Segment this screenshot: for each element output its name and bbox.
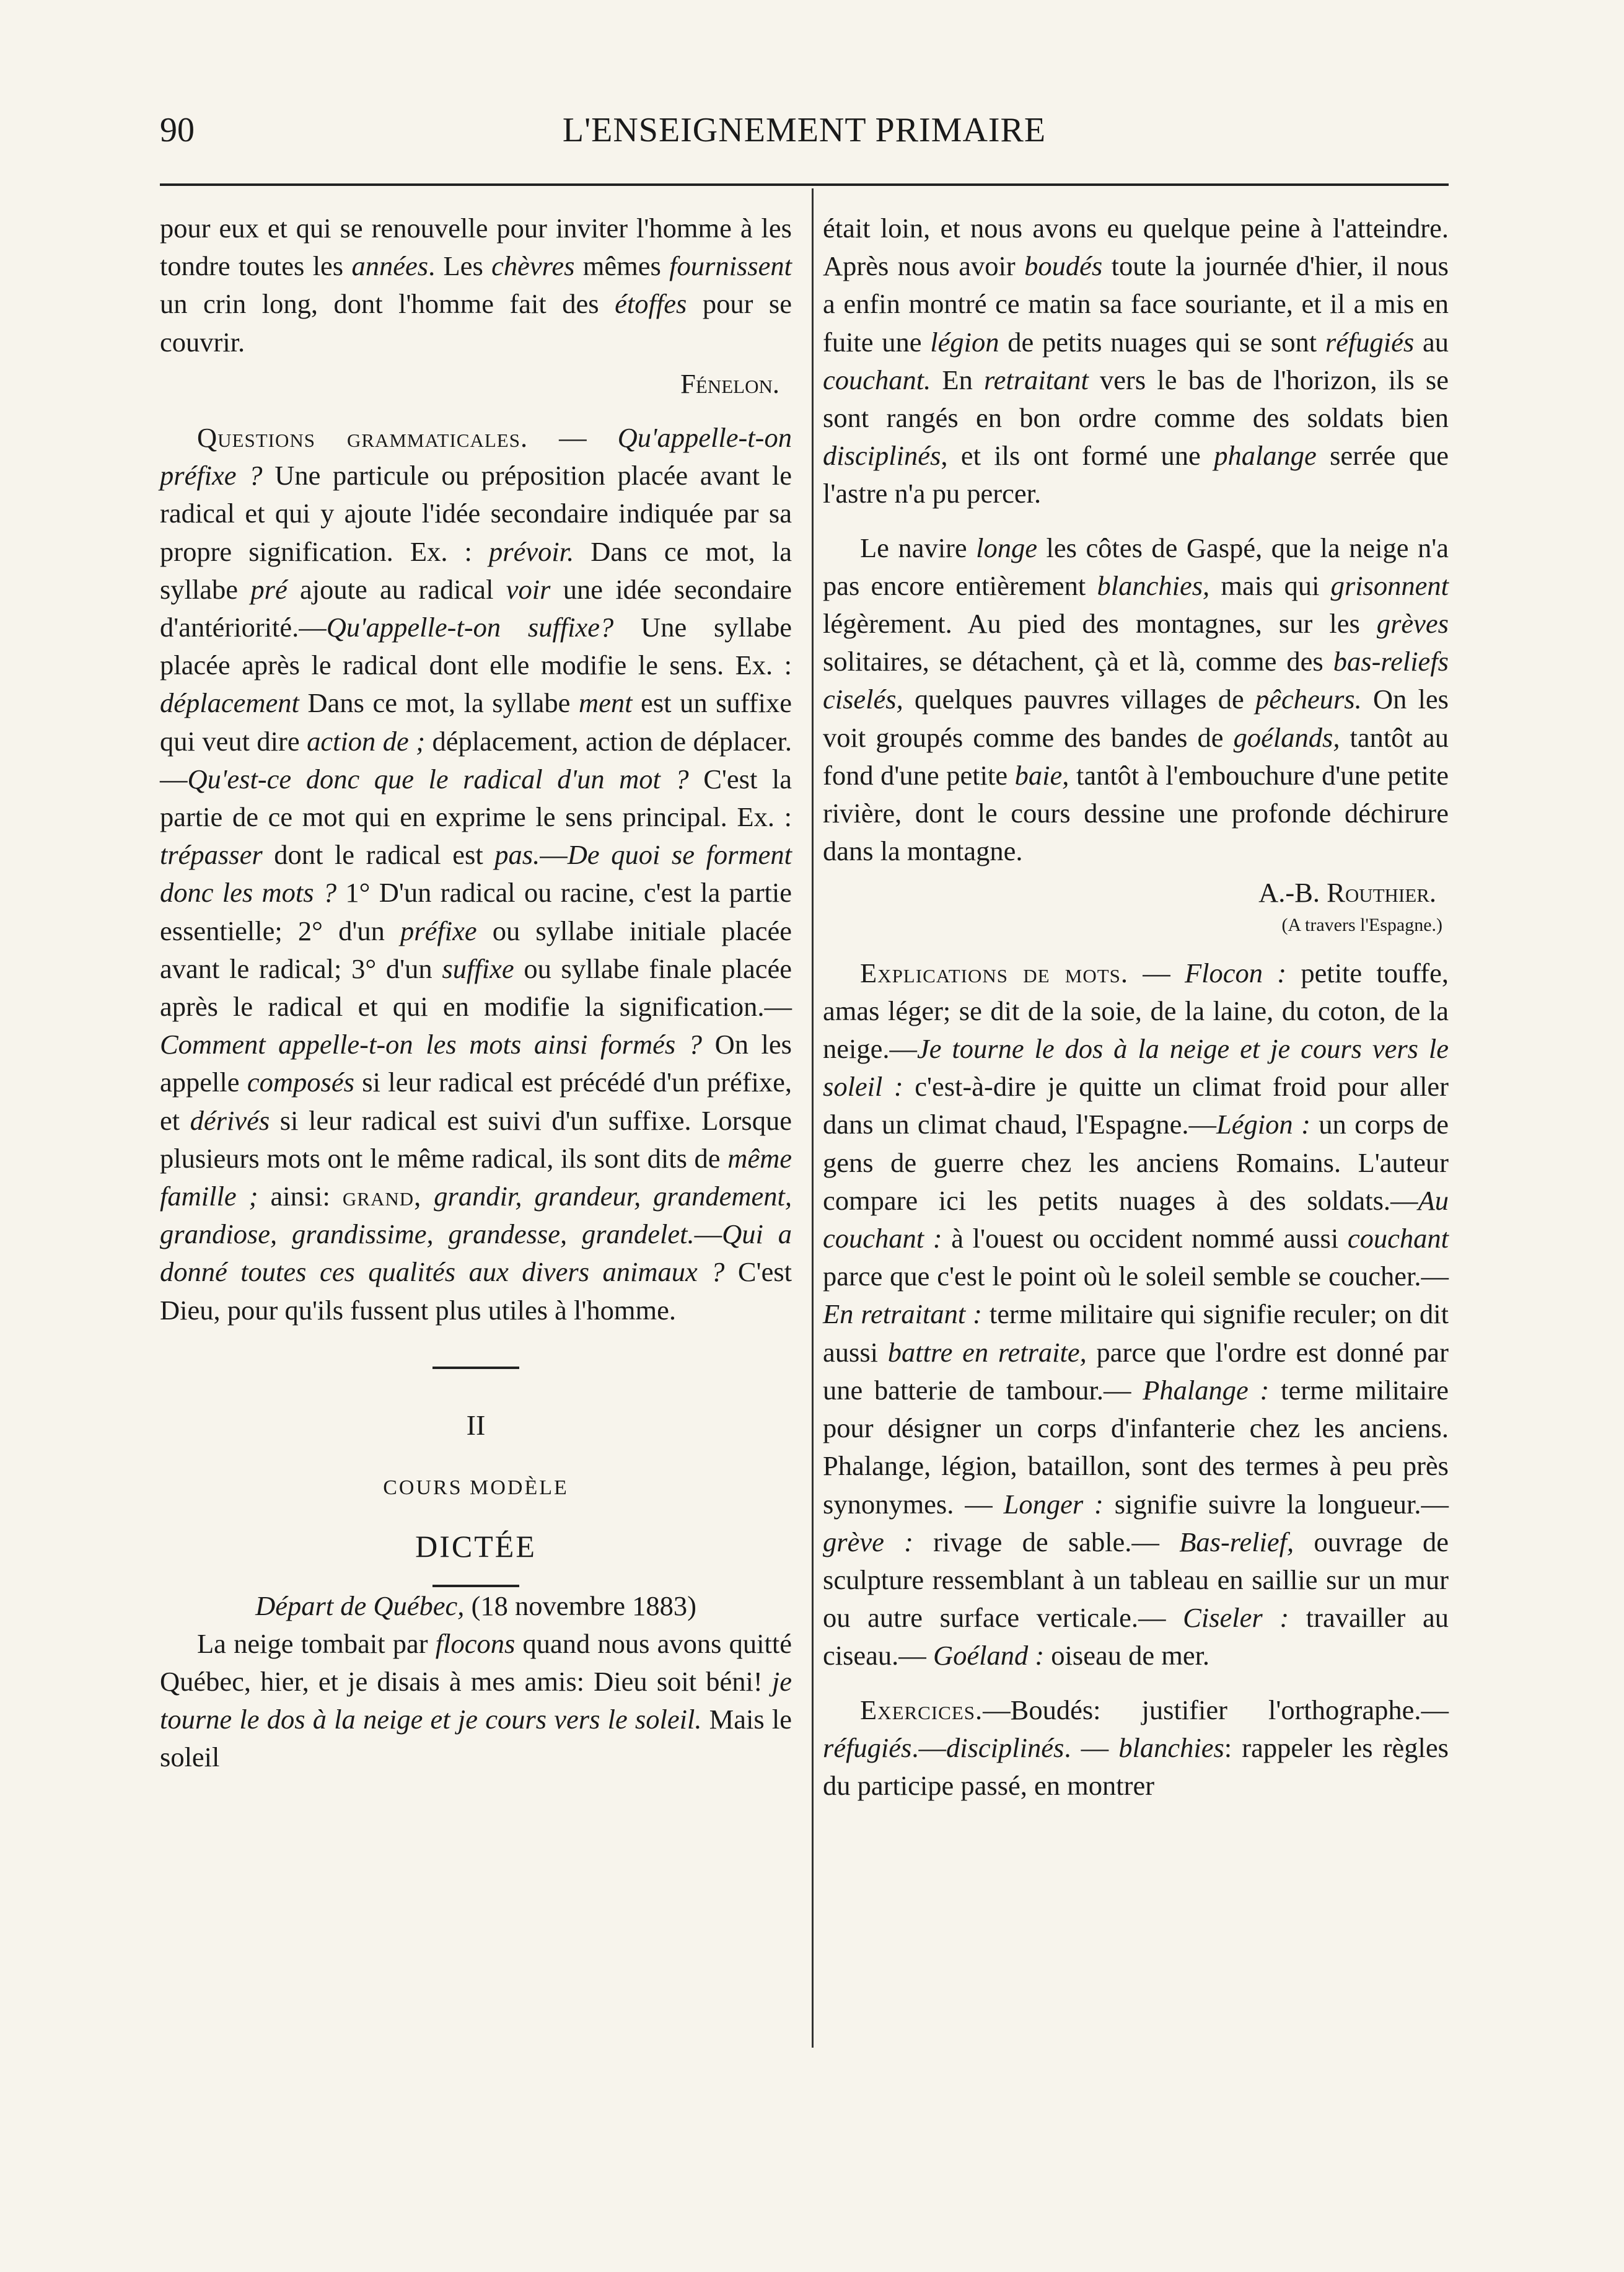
text-run: Au couchant : (823, 1184, 1449, 1254)
text-run: était loin, et nous avons eu quelque peine à l'atteindre. Après nous avoir (823, 213, 1449, 282)
text-run: tantôt à l'embouchure d'une petite rivière, dont le cours dessine une profonde déchirure dans la montagne. (823, 759, 1449, 867)
text-run: ajoute au radical (287, 573, 506, 605)
text-run: quelques pauvres villages de (903, 684, 1255, 715)
text-run: chèvres (491, 250, 575, 282)
text-run: blanchies, (1097, 570, 1210, 601)
text-run: bas-reliefs ciselés, (823, 646, 1449, 715)
page-number: 90 (160, 111, 195, 149)
text-run: flocons (435, 1627, 516, 1659)
text-run: . Les (428, 250, 492, 282)
text-run: composés (247, 1067, 354, 1098)
text-run: Comment appelle-t-on les mots ainsi formés ? (160, 1029, 702, 1060)
running-title: L'ENSEIGNEMENT PRIMAIRE (562, 111, 1047, 149)
text-run: Je tourne le dos à la neige et je cours vers le soleil : (823, 1033, 1449, 1103)
text-run: 1° D'un radical ou racine, c'est la partie essentielle; 2° d'un (160, 877, 792, 946)
text-run: de petits nuages qui se sont (999, 326, 1325, 358)
signature-routhier: A.-B. Routhier. (1258, 877, 1436, 909)
text-run: Dans ce mot, la syllabe (299, 687, 579, 719)
text-run: tantôt au fond d'une petite (823, 721, 1449, 791)
text-run: grisonnent (1330, 570, 1449, 601)
text-run: On les appelle (160, 1029, 792, 1098)
section-title: DICTÉE (415, 1529, 537, 1564)
text-run: trépasser (160, 839, 263, 871)
text-run: quand nous avons quitté Québec, hier, et je disais à mes amis: Dieu soit béni! (160, 1627, 792, 1697)
text-run: Qu'appelle-t-on préfixe ? (160, 422, 792, 491)
text-run: — (540, 839, 568, 871)
text-run: Exercices. (860, 1694, 983, 1725)
text-run: Qu'appelle-t-on suffixe? (326, 612, 614, 643)
text-run: dérivés (190, 1104, 270, 1136)
text-run: réfugiés (1325, 326, 1415, 358)
text-run: pour se couvrir. (160, 288, 792, 358)
section-rule-top (432, 1367, 519, 1369)
text-run: Longer : (1003, 1488, 1104, 1520)
text-run: un corps de gens de guerre chez les anciens Romains. L'auteur compare ici les petits nuages à des soldats.— (823, 1109, 1449, 1216)
text-run: voir (506, 573, 551, 605)
text-run: légèrement. Au pied des montagnes, sur les (823, 608, 1377, 640)
text-run: .— (911, 1732, 946, 1763)
page-header (160, 110, 1449, 166)
text-run: ou syllabe initiale placée avant le radical; 3° d'un (160, 915, 792, 984)
text-run: années (351, 250, 429, 282)
text-run: . — (1064, 1732, 1119, 1763)
text-run: retraitant (983, 364, 1089, 395)
text-run: pas. (494, 839, 540, 871)
dictation-dateline (160, 1587, 792, 1625)
text-run: En (931, 364, 984, 395)
text-run: pour eux et qui se renouvelle pour inviter l'homme à les tondre toutes les (160, 213, 792, 282)
text-run: déplacement (160, 687, 299, 719)
text-run: Légion : (1216, 1109, 1310, 1140)
text-run: Goéland : (933, 1640, 1045, 1671)
text-run: si leur radical est précédé d'un préfixe, et (160, 1067, 792, 1136)
text-run: grand, (342, 1181, 422, 1212)
text-run: travailler au ciseau.— (823, 1602, 1449, 1671)
text-run: baie, (1014, 759, 1069, 791)
exercises (823, 1691, 1449, 1805)
text-run: grandir, grandeur, grandement, grandiose, grandissime, grandesse, grandelet. (160, 1181, 792, 1250)
text-run: un crin long, dont l'homme fait des (160, 288, 615, 320)
text-run: prévoir. (489, 535, 574, 567)
text-run: blanchies (1118, 1732, 1224, 1763)
text-run: ou syllabe finale placée après le radical et qui en modifie la signification.— (160, 953, 792, 1023)
section-subtitle: COURS MODÈLE (383, 1476, 569, 1500)
word-explanations (823, 954, 1449, 1675)
text-run: étoffes (615, 288, 687, 320)
text-run (421, 1181, 434, 1212)
text-run: C'est Dieu, pour qu'ils fussent plus utiles à l'homme. (160, 1256, 792, 1326)
text-run: ment (578, 687, 633, 719)
dictation-paragraph-1 (160, 1625, 792, 1777)
text-run: boudés (1024, 250, 1103, 282)
text-run: —Boudés: justifier l'orthographe.— (983, 1694, 1449, 1725)
text-run: Bas-relief, (1179, 1526, 1294, 1557)
text-run: toute la journée d'hier, il nous a enfin montré ce matin sa face souriante, et il a mis en fuite une (823, 250, 1449, 358)
text-run: pré (250, 573, 287, 605)
text-run: (18 novembre 1883) (464, 1590, 696, 1621)
text-run: — (1128, 957, 1185, 988)
header-rule (160, 183, 1449, 186)
text-run: En retraitant : (823, 1298, 982, 1330)
text-run: même famille ; (160, 1142, 792, 1212)
text-run: : rappeler les règles du participe passé, en montrer (823, 1732, 1449, 1801)
text-run: grèves (1376, 608, 1449, 640)
text-run: On les voit groupés comme des bandes de (823, 684, 1449, 753)
text-run: réfugiés (823, 1732, 912, 1763)
text-run: Explications de mots. (860, 957, 1129, 988)
text-run: légion (930, 326, 999, 358)
text-run: si leur radical est suivi d'un suffixe. Lorsque plusieurs mots ont le même radical, ils sont dits de (160, 1104, 792, 1174)
text-run: rivage de sable.— (913, 1526, 1180, 1557)
text-run: dont le radical est (262, 839, 495, 871)
text-run: — (528, 422, 618, 454)
text-run: couchant. (823, 364, 931, 395)
text-run: les côtes de Gaspé, que la neige n'a pas encore entièrement (823, 532, 1449, 601)
text-run: Départ de Québec, (255, 1590, 465, 1621)
dictation-paragraph-2 (823, 209, 1449, 513)
text-run: Une particule ou préposition placée avant le radical et qui y ajoute l'idée secondaire indiquée par sa propre signification. Ex. : (160, 460, 792, 567)
text-run: mêmes (574, 250, 670, 282)
text-run: battre en retraite, (887, 1336, 1087, 1368)
text-run: Le navire (860, 532, 977, 563)
text-run: Flocon : (1185, 957, 1287, 988)
text-run: , et ils ont formé une (941, 440, 1214, 472)
text-run: Qu'est-ce donc que le radical d'un mot ? (187, 763, 689, 795)
text-run: De quoi se forment donc les mots ? (160, 839, 792, 909)
text-run: au (1414, 326, 1449, 358)
text-run: petite touffe, amas léger; se dit de la soie, de la laine, du coton, de la neige.— (823, 957, 1449, 1065)
dictation-paragraph-3 (823, 529, 1449, 871)
text-run: solitaires, se détachent, çà et là, comme des (823, 646, 1333, 677)
text-run: Dans ce mot, la syllabe (160, 535, 792, 605)
text-run: terme militaire pour désigner un corps d'infanterie chez les anciens. Phalange, légion, bataillon, sont des termes à peu près synonymes. — (823, 1374, 1449, 1520)
text-run: mais qui (1209, 570, 1331, 601)
text-run: phalange (1214, 440, 1317, 472)
text-run: couchant (1347, 1223, 1449, 1254)
text-run: suffixe (442, 953, 514, 984)
text-run: à l'ouest ou occident nommé aussi (942, 1223, 1348, 1254)
text-run: — (694, 1218, 722, 1250)
signature-source: (A travers l'Espagne.) (1281, 914, 1442, 935)
text-run: vers le bas de l'horizon, ils se sont rangés en bon ordre comme des soldats bien (823, 364, 1449, 434)
text-run: ainsi: (258, 1181, 343, 1212)
text-run: Une syllabe placée après le radical dont elle modifie le sens. Ex. : (160, 612, 792, 681)
text-run: Mais le soleil (160, 1704, 792, 1773)
text-run: signifie suivre la longueur.— (1103, 1488, 1449, 1520)
left-paragraph-1 (160, 209, 792, 361)
text-run: La neige tombait par (197, 1627, 436, 1659)
text-run: longe (976, 532, 1038, 563)
right-column (823, 209, 1449, 1805)
text-run: C'est la partie de ce mot qui en exprime le sens principal. Ex. : (160, 763, 792, 833)
text-run: parce que c'est le point où le soleil semble se coucher.— (823, 1261, 1449, 1292)
text-run: terme militaire qui signifie reculer; on dit aussi (823, 1298, 1449, 1368)
text-run: disciplinés (823, 440, 941, 472)
column-divider (812, 188, 814, 2048)
text-run: déplacement, action de déplacer.— (160, 725, 792, 795)
text-run: Questions grammaticales. (197, 422, 529, 454)
text-run: pêcheurs. (1255, 684, 1362, 715)
text-run: est un suffixe qui veut dire (160, 687, 792, 757)
text-run: goélands, (1233, 721, 1340, 753)
section-number: II (466, 1409, 486, 1441)
text-run: oiseau de mer. (1044, 1640, 1210, 1671)
text-run: fournissent (669, 250, 792, 282)
text-run: Ciseler : (1183, 1602, 1289, 1634)
text-run: grève : (823, 1526, 913, 1557)
left-column (160, 209, 792, 1777)
text-run: je tourne le dos à la neige et je cours vers le soleil. (160, 1665, 792, 1735)
text-run: ouvrage de sculpture ressemblant à un tableau en saillie sur un mur ou autre surface verticale.— (823, 1526, 1449, 1634)
text-run: c'est-à-dire je quitte un climat froid pour aller dans un climat chaud, l'Espagne.— (823, 1071, 1449, 1140)
text-run: une idée secondaire d'antériorité.— (160, 573, 792, 643)
text-run: disciplinés (946, 1732, 1064, 1763)
text-run: action de ; (307, 725, 426, 757)
signature-fenelon: Fénelon. (680, 368, 779, 399)
text-run: Phalange : (1143, 1374, 1270, 1406)
text-run: parce que l'ordre est donné par une batterie de tambour.— (823, 1336, 1449, 1406)
text-run: Qui a donné toutes ces qualités aux divers animaux ? (160, 1218, 792, 1288)
text-run: préfixe (400, 915, 477, 946)
text-run: serrée que l'astre n'a pu percer. (823, 440, 1449, 509)
grammar-questions (160, 419, 792, 1329)
